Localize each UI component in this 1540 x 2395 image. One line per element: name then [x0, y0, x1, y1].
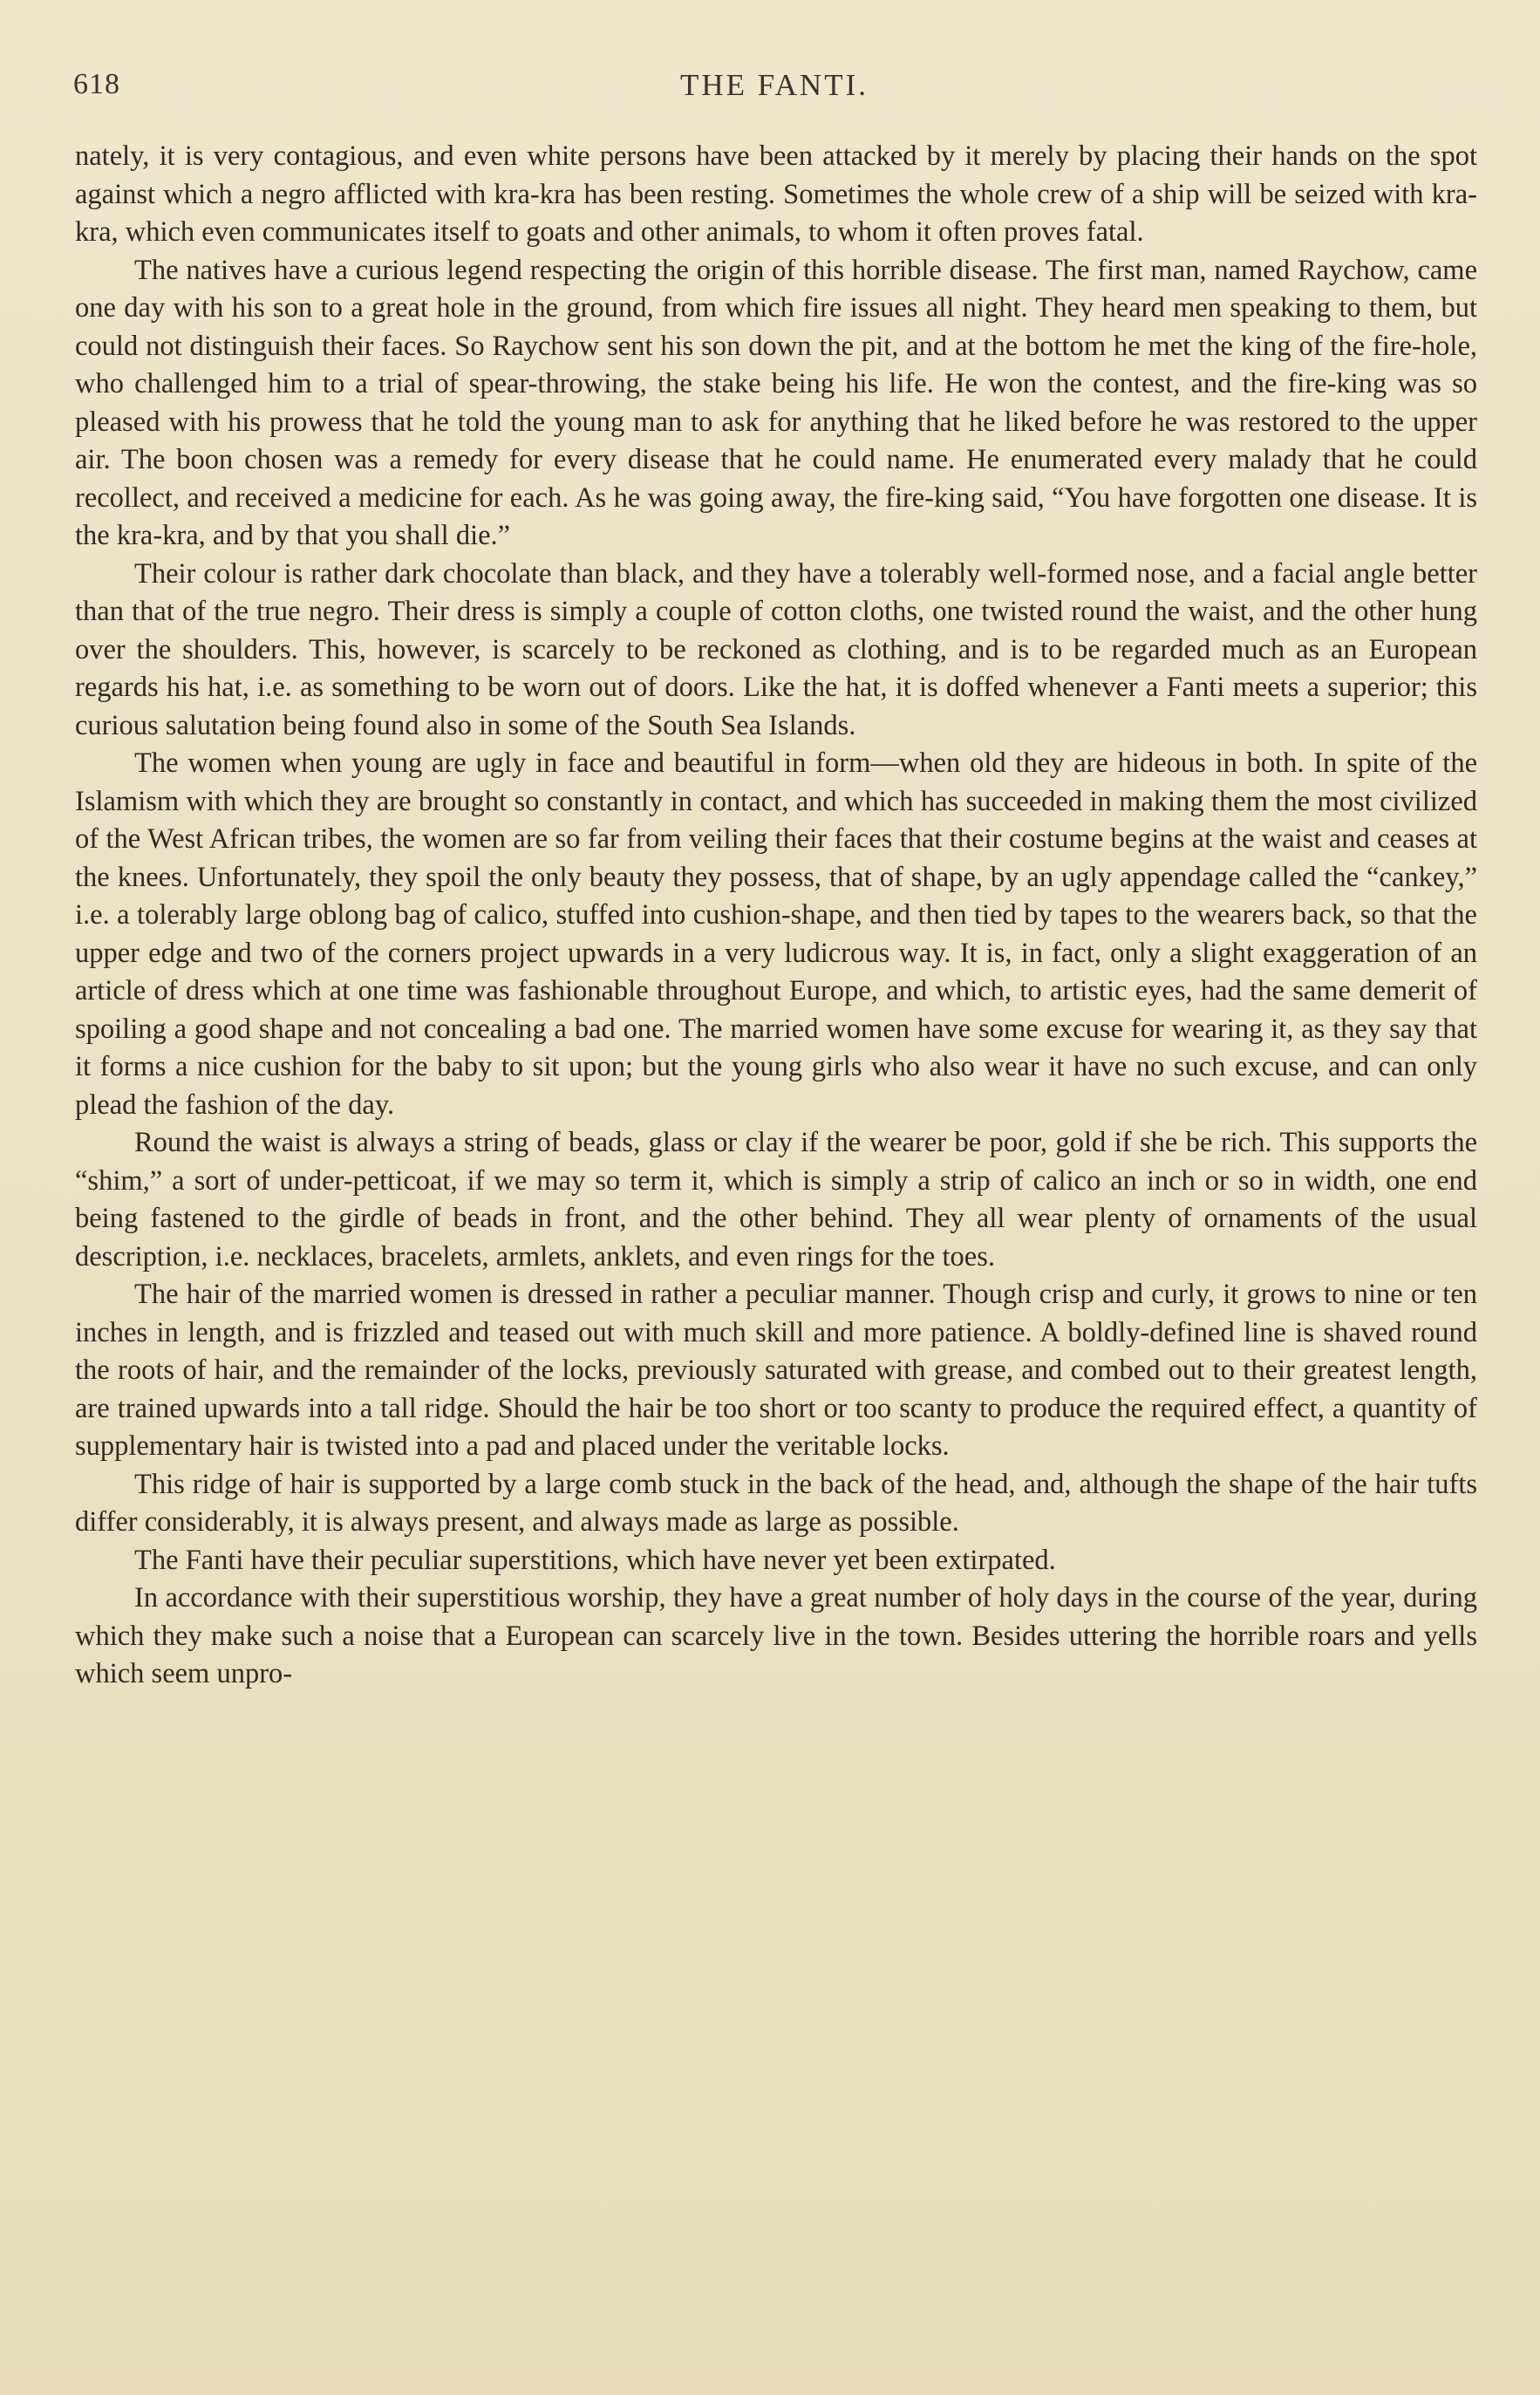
paragraph: This ridge of hair is supported by a large comb stuck in the back of the head, and, although the shape of the hair tufts differ considerably, it is always present, and always made as large as possible.	[75, 1468, 1477, 1538]
paragraph: The natives have a curious legend respecting the origin of this horrible disease. The first man, named Raychow, came one day with his son to a great hole in the ground, from which fire issues all night. They heard men speaking to them, but could not distinguish their faces. So Raychow sent his son down the pit, and at the bottom he met the king of the fire-hole, who challenged him to a trial of spear-throwing, the stake being his life. He won the contest, and the fire-king was so pleased with his prowess that he told the young man to ask for anything that he liked before he was restored to the upper air. The boon chosen was a remedy for every disease that he could name. He enumerated every malady that he could recollect, and received a medicine for each. As he was going away, the fire-king said, “You have forgotten one disease. It is the kra-kra, and by that you shall die.”	[75, 254, 1477, 551]
paragraph: nately, it is very contagious, and even white persons have been attacked by it merely by placing their hands on the spot against which a negro afflicted with kra-kra has been resting. Sometimes the whole crew of a ship will be seized with kra-kra, which even communicates itself to goats and other animals, to whom it often proves fatal.	[75, 140, 1477, 248]
paragraph: The hair of the married women is dressed in rather a peculiar manner. Though crisp and curly, it grows to nine or ten inches in length, and is frizzled and teased out with much skill and more patience. A boldly-defined line is shaved round the roots of hair, and the remainder of the locks, previously saturated with grease, and combed out to their greatest length, are trained upwards into a tall ridge. Should the hair be too short or too scanty to produce the required effect, a quantity of supplementary hair is twisted into a pad and placed under the veritable locks.	[75, 1279, 1477, 1462]
paragraph: The Fanti have their peculiar superstitions, which have never yet been extirpated.	[134, 1544, 1056, 1576]
paragraph: In accordance with their superstitious worship, they have a great number of holy days in the course of the year, during which they make such a noise that a European can scarcely live in the town. Besides uttering the horrible roars and yells which seem unpro-	[75, 1582, 1477, 1689]
paragraph: The women when young are ugly in face and beautiful in form—when old they are hideous in both. In spite of the Islamism with which they are brought so constantly in contact, and which has succeeded in making them the most civilized of the West African tribes, the women are so far from veiling their faces that their costume begins at the waist and ceases at the knees. Unfortunately, they spoil the only beauty they possess, that of shape, by an ugly appendage called the “cankey,” i.e. a tolerably large oblong bag of calico, stuffed into cushion-shape, and then tied by tapes to the wearers back, so that the upper edge and two of the corners project upwards in a very ludicrous way. It is, in fact, only a slight exaggeration of an article of dress which at one time was fashionable throughout Europe, and which, to artistic eyes, had the same demerit of spoiling a good shape and not concealing a bad one. The married women have some excuse for wearing it, as they say that it forms a nice cushion for the baby to sit upon; but the young girls who also wear it have no such excuse, and can only plead the fashion of the day.	[75, 747, 1477, 1121]
paragraph: Their colour is rather dark chocolate than black, and they have a tolerably well-formed nose, and a facial angle better than that of the true negro. Their dress is simply a couple of cotton cloths, one twisted round the waist, and the other hung over the shoulders. This, however, is scarcely to be reckoned as clothing, and is to be regarded much as an European regards his hat, i.e. as something to be worn out of doors. Like the hat, it is doffed whenever a Fanti meets a superior; this curious salutation being found also in some of the South Sea Islands.	[75, 557, 1477, 741]
page-number: 618	[73, 68, 120, 100]
paragraph: Round the waist is always a string of beads, glass or clay if the wearer be poor, gold if she be rich. This supports the “shim,” a sort of under-petticoat, if we may so term it, which is simply a strip of calico an inch or so in width, one end being fastened to the girdle of beads in front, and the other behind. They all wear plenty of ornaments of the usual description, i.e. necklaces, bracelets, armlets, anklets, and even rings for the toes.	[75, 1127, 1477, 1273]
body-text	[75, 138, 1477, 1694]
running-title: THE FANTI.	[680, 68, 869, 102]
page-header	[73, 68, 1475, 106]
